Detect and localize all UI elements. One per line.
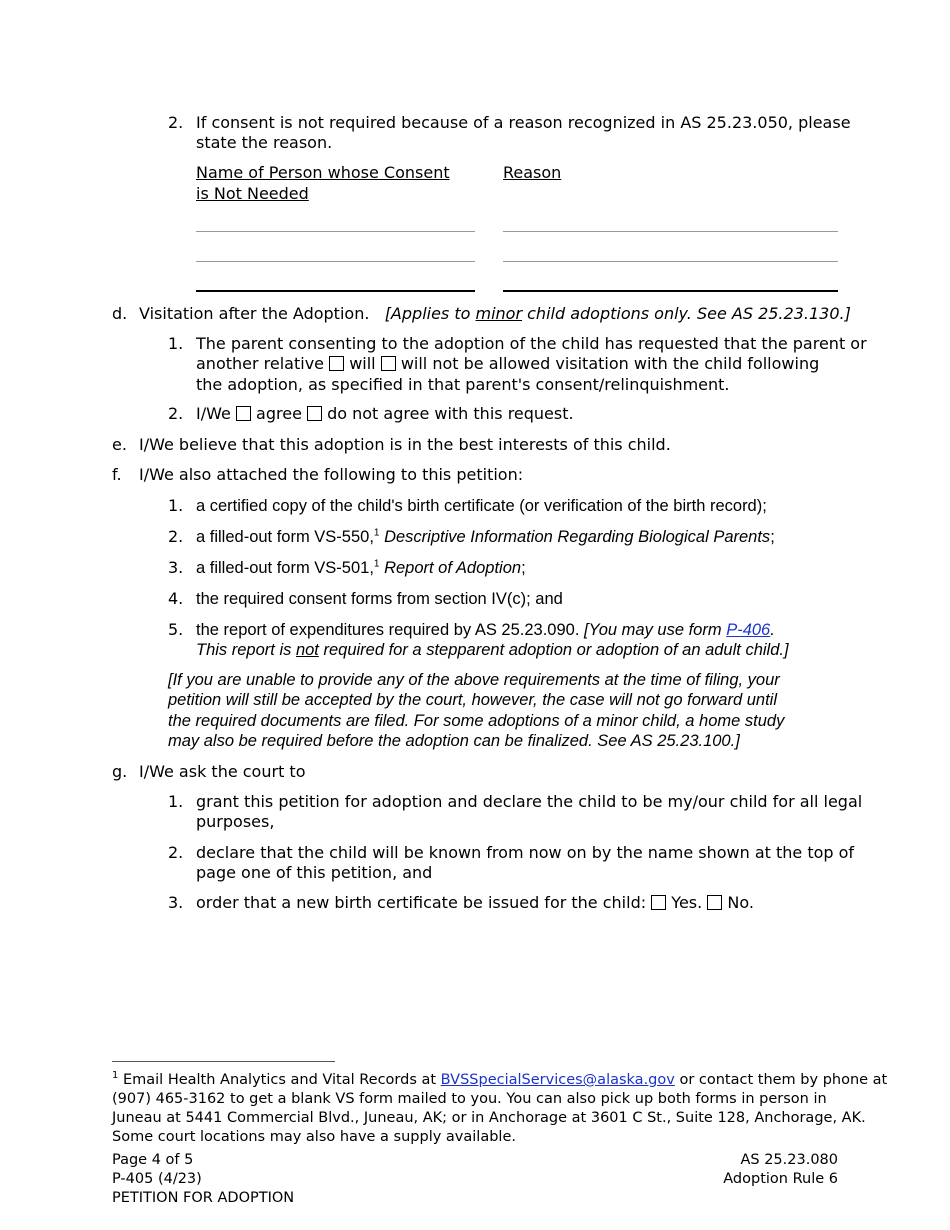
item-text-line: a filled-out form VS-550,$^1$ Descriptive Information Regarding Biological Parents;: [196, 527, 775, 546]
item-text-line: the required consent forms from section IV(c); and: [196, 590, 563, 608]
item-text-line: the adoption, as specified in that parent's consent/relinquishment.: [196, 375, 730, 394]
footnote-line: Some court locations may also have a supply available.: [112, 1129, 516, 1145]
footnote-ref: 1: [373, 558, 380, 570]
name-fill-line-3[interactable]: [196, 290, 475, 292]
item-text-line: a certified copy of the child's birth certificate (or verification of the birth record);: [196, 497, 767, 515]
instruction-note-line: the required documents are filed. For some adoptions of a minor child, a home study: [168, 712, 785, 730]
agree-choice-line: I/We agree do not agree with this request.: [196, 404, 574, 423]
birth-cert-choice-line: order that a new birth certificate be issued for the child: Yes. No.: [196, 893, 754, 912]
no-label: No.: [727, 893, 754, 912]
item-text-line: grant this petition for adoption and declare the child to be my/our child for all legal: [196, 792, 863, 811]
visitation-choice-line: another relative will will not be allowed visitation with the child following: [196, 354, 820, 373]
will-not-label: will not be allowed visitation with the child following: [400, 354, 820, 373]
item-note-line: This report is not required for a stepparent adoption or adoption of an adult child.]: [196, 641, 789, 659]
item-number: 1.: [168, 334, 184, 353]
form-number: P-405 (4/23): [112, 1171, 202, 1187]
instruction-note-line: petition will still be accepted by the court, however, the case will not go forward until: [168, 691, 777, 709]
section-title: Visitation after the Adoption.: [139, 304, 370, 323]
will-not-checkbox[interactable]: [381, 356, 396, 371]
item-text-line: declare that the child will be known from now on by the name shown at the top of: [196, 843, 855, 862]
item-number: 2.: [168, 527, 184, 546]
item-number: 1.: [168, 496, 184, 515]
agree-checkbox[interactable]: [236, 406, 251, 421]
reason-fill-line-3[interactable]: [503, 290, 838, 292]
item-text-line: purposes,: [196, 812, 275, 831]
no-checkbox[interactable]: [707, 895, 722, 910]
item-text-line: a filled-out form VS-501,$^1$ Report of Adoption;: [196, 558, 526, 577]
section-letter: d.: [112, 304, 128, 323]
form-title: PETITION FOR ADOPTION: [112, 1190, 295, 1206]
will-label: will: [349, 354, 376, 373]
item-text-line: page one of this petition, and: [196, 863, 433, 882]
section-letter: e.: [112, 435, 127, 454]
section-text: I/We ask the court to: [139, 762, 306, 781]
reason-fill-line-1[interactable]: [503, 231, 838, 232]
page-number: Page 4 of 5: [112, 1152, 194, 1168]
footnote-line: (907) 465-3162 to get a blank VS form mailed to you. You can also pick up both forms in person in: [112, 1091, 827, 1107]
item-text-line: the report of expenditures required by AS 25.23.090. [You may use form P-406.: [196, 621, 775, 639]
column-header-reason: Reason: [503, 163, 562, 182]
instruction-note-line: may also be required before the adoption can be finalized. See AS 25.23.100.]: [168, 732, 740, 750]
footnote-divider: [112, 1061, 335, 1062]
name-fill-line-2[interactable]: [196, 261, 475, 262]
name-fill-line-1[interactable]: [196, 231, 475, 232]
item-number: 1.: [168, 792, 184, 811]
statute-reference: AS 25.23.080: [740, 1152, 838, 1168]
section-text: I/We also attached the following to this petition:: [139, 465, 524, 484]
footnote-line: $^1$ Email Health Analytics and Vital Records at BVSSpecialServices@alaska.gov or contact them by phone at: [112, 1070, 888, 1088]
section-text: I/We believe that this adoption is in the best interests of this child.: [139, 435, 671, 454]
rule-reference: Adoption Rule 6: [723, 1171, 838, 1187]
form-p406-link[interactable]: P-406: [726, 621, 771, 639]
item-text-line: If consent is not required because of a reason recognized in AS 25.23.050, please: [196, 113, 851, 132]
do-not-agree-label: do not agree with this request.: [327, 404, 574, 423]
reason-fill-line-2[interactable]: [503, 261, 838, 262]
item-number: 4.: [168, 589, 184, 608]
column-header-name: Name of Person whose Consent: [196, 163, 450, 182]
column-header-name-cont: is Not Needed: [196, 184, 309, 203]
do-not-agree-checkbox[interactable]: [307, 406, 322, 421]
section-letter: f.: [112, 465, 122, 484]
instruction-note-line: [If you are unable to provide any of the above requirements at the time of filing, your: [168, 671, 780, 689]
item-text-line: state the reason.: [196, 133, 333, 152]
item-number: 2.: [168, 113, 184, 132]
item-number: 2.: [168, 843, 184, 862]
section-d-title-line: [139, 304, 851, 325]
item-number: 2.: [168, 404, 184, 423]
item-number: 3.: [168, 558, 184, 577]
item-number: 3.: [168, 893, 184, 912]
section-note: [Applies to minor child adoptions only. See AS 25.23.130.]: [384, 304, 851, 323]
yes-label: Yes.: [671, 893, 703, 912]
email-link[interactable]: BVSSpecialServices@alaska.gov: [440, 1072, 675, 1088]
footnote-mark: 1: [112, 1070, 119, 1082]
agree-label: agree: [256, 404, 302, 423]
item-text-line: The parent consenting to the adoption of the child has requested that the parent or: [196, 334, 867, 353]
footnote-line: Juneau at 5441 Commercial Blvd., Juneau, AK; or in Anchorage at 3601 C St., Suite 128, Anchorage, AK.: [112, 1110, 866, 1126]
yes-checkbox[interactable]: [651, 895, 666, 910]
will-checkbox[interactable]: [329, 356, 344, 371]
section-letter: g.: [112, 762, 128, 781]
footnote-ref: 1: [373, 527, 380, 539]
item-number: 5.: [168, 620, 184, 639]
